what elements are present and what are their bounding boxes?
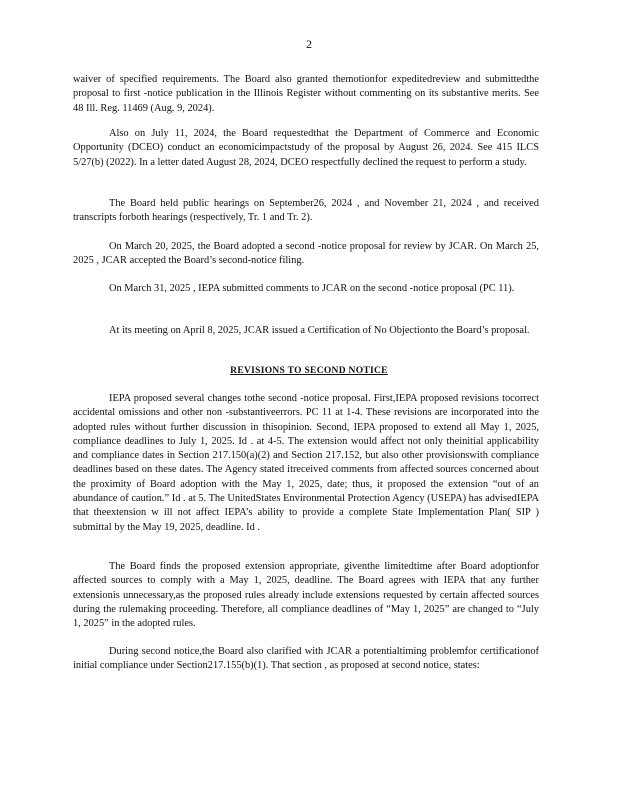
paragraph-4: On March 20, 2025, the Board adopted a second -notice proposal for review by JCAR. On March 25, 2025 , JCAR accepted the Board’s second-notice filing. [73, 241, 539, 267]
paragraph-5: On March 31, 2025 , IEPA submitted comments to JCAR on the second -notice proposal (PC 11). [109, 283, 515, 294]
paragraph-6: At its meeting on April 8, 2025, JCAR issued a Certification of No Objectionto the Board’s proposal. [109, 325, 530, 336]
page-number: 2 [306, 37, 312, 51]
paragraph-2: Also on July 11, 2024, the Board requestedthat the Department of Commerce and Economic Opportunity (DCEO) conduct an economicimpactstudy of the proposal by August 26, 2024. See 415 ILCS 5/27(b) (2022). In a letter dated August 28, 2024, DCEO respectfully declined the request to perform a study. [73, 128, 539, 168]
paragraph-3: The Board held public hearings on September26, 2024 , and November 21, 2024 , and received transcripts forboth hearings (respectively, Tr. 1 and Tr. 2). [73, 198, 539, 224]
paragraph-1: waiver of specified requirements. The Board also granted themotionfor expeditedreview and submittedthe proposal to first -notice publication in the Illinois Register without commenting on its substantive merits. See 48 Ill. Reg. 11469 (Aug. 9, 2024). [73, 74, 539, 114]
paragraph-7: IEPA proposed several changes tothe second -notice proposal. First,IEPA proposed revisions tocorrect accidental omissions and other non -substantiveerrors. PC 11 at 1-4. These revisions are incorporated into the adopted rules without further discussion in thisopinion. Second, IEPA proposed to extend all May 1, 2025, compliance deadlines to July 1, 2025. Id . at 4-5. The extension would affect not only theinitial applicability and compliance dates in Section 217.150(a)(2) and Section 217.152, but also other provisionswith compliance deadlines based on these dates. The Agency stated itreceived comments from affected sources concerned about the proximity of Board adoption with the May 1, 2025, date; thus, it proposed the extension “out of an abundance of caution.” Id . at 5. The UnitedStates Environmental Protection Agency (USEPA) has advisedIEPA that theextension w ill not affect IEPA’s ability to provide a complete State Implementation Plan( SIP ) submittal by the May 19, 2025, deadline. Id . [73, 393, 539, 533]
paragraph-8: The Board finds the proposed extension appropriate, giventhe limitedtime after Board adoptionfor affected sources to comply with a May 1, 2025, deadline. The Board agrees with IEPA that any further extensionis unnecessary,as the proposed rules already include extensions requested by certain affected sources during the rulemaking proceeding. Therefore, all compliance deadlines of “May 1, 2025” are changed to “July 1, 2025” in the adopted rules. [73, 561, 539, 630]
section-heading: REVISIONS TO SECOND NOTICE [230, 366, 388, 376]
paragraph-9: During second notice,the Board also clarified with JCAR a potentialtiming problemfor certificationof initial compliance under Section217.155(b)(1). That section , as proposed at second notice, states: [73, 646, 539, 672]
